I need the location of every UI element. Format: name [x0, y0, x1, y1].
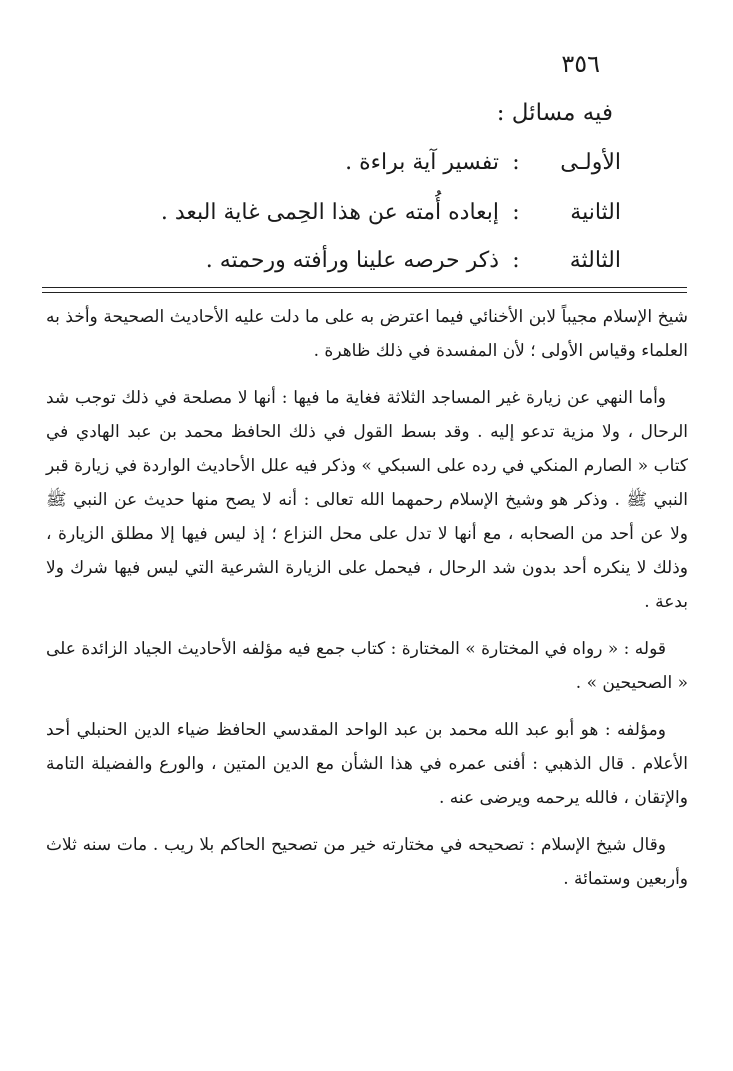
issue-colon: :: [512, 150, 520, 175]
footnote-paragraph: قوله : « رواه في المختارة » المختارة : كتاب جمع فيه مؤلفه الأحاديث الجياد الزائدة على « الصحيحين » .: [46, 639, 688, 693]
issue-colon: :: [512, 248, 520, 273]
issues-heading: فيه مسائل :: [496, 100, 613, 126]
issue-label: الثانية: [570, 200, 621, 225]
footnote-paragraph: وقال شيخ الإسلام : تصحيحه في مختارته خير من تصحيح الحاكم بلا ريب . مات سنه ثلاث وأربعين وستمائة .: [46, 835, 688, 889]
issue-text: إبعاده أُمته عن هذا الحِمى غاية البعد .: [160, 200, 499, 225]
issue-item-first: [345, 150, 621, 175]
issue-text: تفسير آية براءة .: [345, 150, 499, 175]
issue-text: ذكر حرصه علينا ورأفته ورحمته .: [205, 248, 499, 273]
issue-item-second: [161, 200, 621, 225]
issue-label: الثالثة: [569, 248, 621, 273]
issue-label: الأولـى: [560, 150, 621, 175]
footnote-paragraph: وأما النهي عن زيارة غير المساجد الثلاثة فغاية ما فيها : أنها لا مصلحة في ذلك توجب شد الرحال ، ولا مزية تدعو إليه . وقد بسط القول في ذلك الحافظ محمد بن عبد الهادي في كتاب « الصارم المنكي في رده على السبكي » وذكر فيه علل الأحاديث الواردة في زيارة قبر النبي ﷺ . وذكر هو وشيخ الإسلام رحمهما الله تعالى : أنه لا يصح منها حديث عن النبي ﷺ ولا عن أحد من الصحابه ، مع أنها لا تدل على محل النزاع ؛ إذ ليس فيها إلا مطلق الزيارة ، وذلك لا ينكره أحد بدون شد الرحال ، فيحمل على الزيارة الشرعية التي ليس فيها شرك ولا بدعة .: [46, 388, 688, 612]
page-number: ٣٥٦: [561, 50, 600, 78]
issue-item-third: [206, 248, 621, 273]
footnotes-section: [46, 300, 688, 909]
footnote-paragraph: ومؤلفه : هو أبو عبد الله محمد بن عبد الواحد المقدسي الحافظ ضياء الدين الحنبلي أحد الأعلام . قال الذهبي : أفنى عمره في هذا الشأن مع الدين المتين ، والورع والفضيلة التامة والإتقان ، فالله يرحمه ويرضى عنه .: [46, 720, 688, 808]
footnote-divider-bottom: [42, 292, 687, 293]
issue-colon: :: [512, 200, 520, 225]
footnote-divider-top: [42, 287, 687, 288]
footnote-paragraph: شيخ الإسلام مجيباً لابن الأخنائي فيما اعترض به على ما دلت عليه الأحاديث الصحيحة وأخذ به العلماء وقياس الأولى ؛ لأن المفسدة في ذلك ظاهرة .: [46, 307, 688, 361]
